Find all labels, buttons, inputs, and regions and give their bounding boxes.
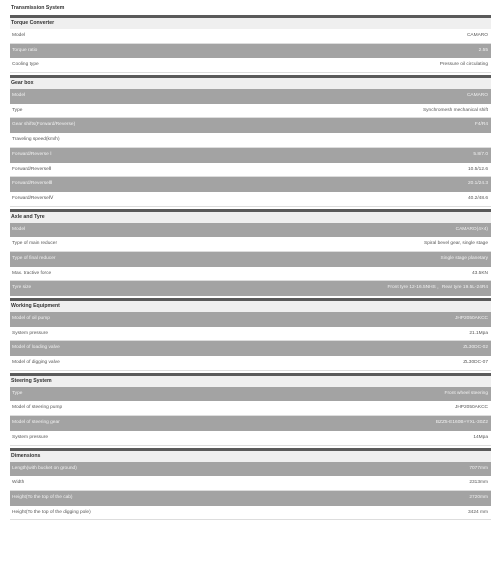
spec-row (10, 476, 491, 491)
spec-row (10, 356, 491, 371)
spec-row (10, 252, 491, 267)
spec-row (10, 462, 491, 477)
spec-value: 20.1/24.3 (467, 181, 488, 187)
spec-row (10, 431, 491, 446)
spec-label: System pressure (12, 330, 48, 336)
spec-row (10, 148, 491, 163)
spec-row (10, 104, 491, 119)
spec-value: 43.5KN (472, 270, 488, 276)
spec-value: Synchromesh mechanical shift (422, 107, 488, 113)
spec-value: F4/R4 (474, 122, 488, 128)
section-heading: Steering System (10, 376, 491, 387)
spec-row (10, 401, 491, 416)
spec-value: Single stage planetary (440, 255, 488, 261)
spec-value: 2313mm (469, 480, 488, 486)
spec-row (10, 416, 491, 431)
spec-label: Type of main reducer (12, 241, 58, 247)
spec-value: Front tyre 12-16.5NHS ，Rear tyre 19.5L-24R4 (387, 285, 488, 291)
spec-row (10, 89, 491, 104)
spec-value: 2.55 (478, 47, 488, 53)
spec-label: Model (12, 33, 26, 38)
spec-row (10, 177, 491, 192)
spec-row (10, 267, 491, 282)
spec-row (10, 29, 491, 44)
spec-value: Front wheel steering (444, 390, 488, 396)
spec-row (10, 58, 491, 73)
spec-row (10, 237, 491, 252)
spec-label: Type of final reducer (12, 255, 56, 261)
section-heading: Axle and Tyre (10, 212, 491, 223)
spec-value: 40.2/48.6 (467, 195, 488, 201)
spec-label: Height(To the top of the cab) (12, 494, 73, 500)
spec-value: 14Mpa (473, 434, 488, 440)
spec-label: Gear shifts(Forward/Reverse) (12, 122, 76, 128)
spec-label: Model (12, 226, 26, 232)
spec-row (10, 491, 491, 506)
section-heading: Gear box (10, 78, 491, 89)
spec-row (10, 387, 491, 402)
spec-value: Pressure oil circulating (439, 62, 488, 68)
spec-label: Torque ratio (12, 47, 38, 53)
spec-value: 3424 mm (468, 509, 488, 515)
spec-value: BZZ5-E160B+YXL-30Z2 (435, 420, 488, 426)
spec-row (10, 192, 491, 207)
spec-value: 21.1Mpa (469, 330, 488, 336)
spec-label: Width (12, 480, 25, 486)
spec-row (10, 44, 491, 59)
spec-label: Model of steering pump (12, 405, 63, 411)
spec-row (10, 281, 491, 296)
spec-value: 2720mm (469, 494, 488, 500)
spec-value: CAMARO (466, 33, 488, 38)
spec-label: Length(with bucket on ground) (12, 465, 77, 471)
spec-label: Forward/ReverseⅡ (12, 166, 52, 172)
spec-row (10, 341, 491, 356)
spec-label: Max. tractive force (12, 270, 52, 276)
sections-container (10, 15, 491, 520)
spec-value: JHP2050AKCC (454, 316, 488, 321)
spec-label: Forward/ReverseⅣ (12, 195, 54, 201)
spec-label: Forward/ReverseⅢ (12, 181, 53, 187)
spec-label: Model of steering gear (12, 420, 60, 426)
spec-label: Type (12, 107, 23, 113)
spec-label: Tyre size (12, 285, 32, 291)
section-heading: Torque Converter (10, 18, 491, 29)
spec-value: CAMARO(4×4) (455, 226, 488, 232)
spec-label: Model (12, 93, 26, 99)
spec-value: CAMARO (466, 93, 488, 99)
section-heading: Working Equipment (10, 301, 491, 312)
spec-value: 7077mm (469, 465, 488, 471)
page-title: Transmission System (11, 5, 65, 11)
spec-value: 10.5/12.6 (467, 166, 488, 172)
spec-label: Model of loading valve (12, 345, 60, 351)
spec-label: Cooling type (12, 62, 39, 68)
spec-label: Model of oil pump (12, 316, 50, 321)
spec-value: ZL30DC-07 (463, 360, 488, 366)
spec-row (10, 312, 491, 327)
spec-label: Forward/Reverse Ⅰ (12, 151, 52, 157)
spec-label: Traveling speed(km/h) (12, 137, 60, 143)
spec-row (10, 163, 491, 178)
spec-value: JHP2050AKCC (454, 405, 488, 411)
spec-value: ZL30DC-02 (463, 345, 488, 351)
spec-table (10, 2, 491, 520)
spec-label: Type (12, 390, 23, 396)
spec-row (10, 118, 491, 133)
spec-value: Spiral bevel gear, single stage (424, 241, 488, 247)
spec-label: System pressure (12, 434, 48, 440)
spec-row (10, 133, 491, 148)
spec-label: Height(To the top of the digging pole) (12, 509, 91, 515)
spec-value: 5.8/7.0 (473, 151, 488, 157)
spec-row (10, 506, 491, 521)
spec-row (10, 223, 491, 238)
spec-row (10, 327, 491, 342)
section-heading: Dimensions (10, 451, 491, 462)
spec-label: Model of digging valve (12, 360, 60, 366)
